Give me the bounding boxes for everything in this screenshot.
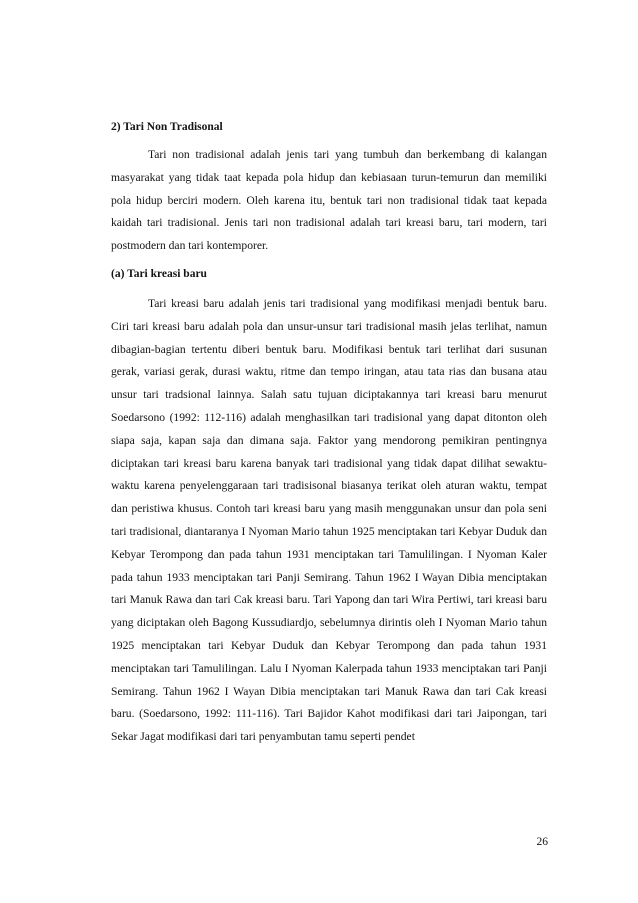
subsection-paragraph: Tari kreasi baru adalah jenis tari tradisional yang modifikasi menjadi bentuk baru. Ciri tari kreasi baru adalah pola dan unsur-unsur tari tradisional masih jelas terlihat, namun dibagian-bagian tertentu diberi bentuk baru. Modifikasi bentuk tari terlihat dari susunan gerak, variasi gerak, durasi waktu, ritme dan tempo iringan, atau tata rias dan busana atau unsur tari tradsional lainnya. Salah satu tujuan diciptakannya tari kreasi baru menurut Soedarsono (1992: 112-116) adalah menghasilkan tari tradisional yang dapat ditonton oleh siapa saja, kapan saja dan dimana saja. Faktor yang mendorong pemikiran pentingnya diciptakan tari kreasi baru karena banyak tari tradisional yang tidak dapat dilihat sewaktu-waktu karena penyelenggaraan tari tradisisonal biasanya terikat oleh aturan waktu, tempat dan peristiwa khusus. Contoh tari kreasi baru yang masih menggunakan unsur dan pola seni tari tradisional, diantaranya I Nyoman Mario tahun 1925 menciptakan tari Kebyar Duduk dan Kebyar Terompong dan pada tahun 1931 menciptakan tari Tamulilingan. I Nyoman Kaler pada tahun 1933 menciptakan tari Panji Semirang. Tahun 1962 I Wayan Dibia menciptakan tari Manuk Rawa dan tari Cak kreasi baru. Tari Yapong dan tari Wira Pertiwi, tari kreasi baru yang diciptakan oleh Bagong Kussudiardjo, sebelumnya dirintis oleh I Nyoman Mario tahun 1925 menciptakan tari Kebyar Duduk dan Kebyar Terompong dan pada tahun 1931 menciptakan tari Tamulilingan. Lalu I Nyoman Kalerpada tahun 1933 menciptakan tari Panji Semirang. Tahun 1962 I Wayan Dibia menciptakan tari Manuk Rawa dan tari Cak kreasi baru. (Soedarsono, 1992: 111-116). Tari Bajidor Kahot modifikasi dari tari Jaipongan, tari Sekar Jagat modifikasi dari tari penyambutan tamu seperti pendet <box>111 296 547 744</box>
page-content <box>111 118 547 749</box>
section-paragraph: Tari non tradisional adalah jenis tari yang tumbuh dan berkembang di kalangan masyarakat yang tidak taat kepada pola hidup dan kebiasaan turun-temurun dan memiliki pola hidup berciri modern. Oleh karena itu, bentuk tari non tradisional tidak taat kepada kaidah tari tradisional. Jenis tari non tradisional adalah tari kreasi baru, tari modern, tari postmodern dan tari kontemporer. <box>111 148 547 253</box>
section-heading: 2) Tari Non Tradisonal <box>111 121 223 133</box>
subsection-heading: (a) Tari kreasi baru <box>111 267 207 280</box>
page-number: 26 <box>536 836 548 848</box>
